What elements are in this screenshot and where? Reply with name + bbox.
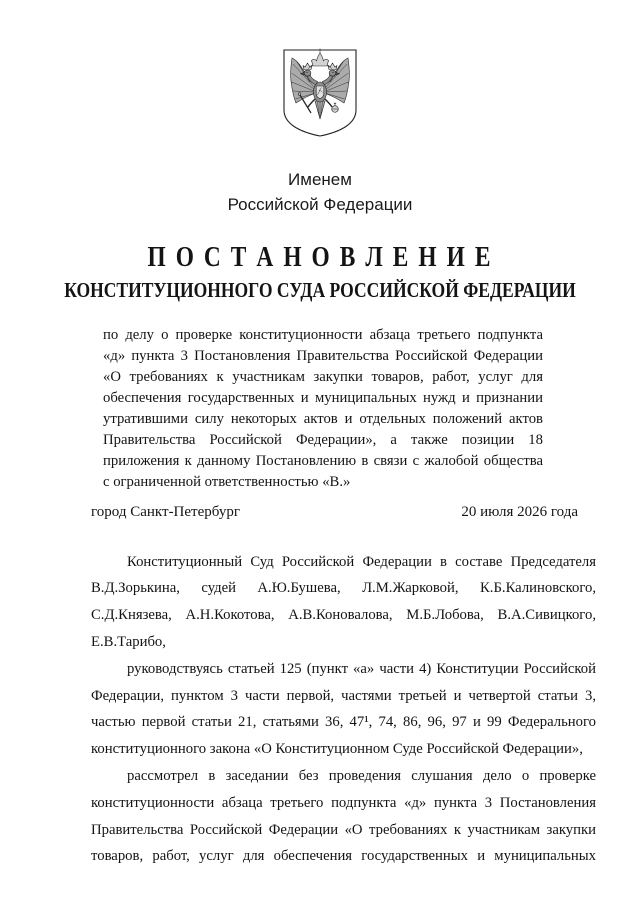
chest-shield [316,86,324,99]
eagle-tail [315,101,325,119]
text-line: С.Д.Князева, А.Н.Кокотова, А.В.Коновалова, М.Б.Лобова, В.А.Сивицкого, [91,607,596,624]
eagle-leg-left [308,99,315,107]
city: город Санкт-Петербург [91,504,240,520]
text-line: по делу о проверке конституционности абзаца третьего подпункта [103,326,543,343]
eagle-leg-right [325,99,332,107]
orb [332,103,339,113]
case-description [103,325,543,494]
ruling-body [91,549,596,871]
text-line: частью первой статьи 21, статьями 36, 47¹, 74, 86, 96, 97 и 99 Федерального [91,714,596,731]
text-line: «д» пункта 3 Постановления Правительства Российской Федерации [103,347,543,364]
double-headed-eagle [291,49,350,120]
text-line: Конституционный Суд Российской Федерации в составе Председателя [127,553,596,570]
text-line: утратившими силу некоторых актов и отдельных положений актов [103,410,543,427]
text-line: Федерации, пунктом 3 части первой, частями третьей и четвертой статьи 3, [91,687,596,704]
coat-of-arms-icon [280,46,360,140]
text-line: рассмотрел в заседании без проведения слушания дело о проверке [127,767,596,784]
document-subtitle: КОНСТИТУЦИОННОГО СУДА РОССИЙСКОЙ ФЕДЕРАЦИИ [64,278,576,302]
text-line: конституционного закона «О Конституционном Суде Российской Федерации», [91,741,583,758]
text-line: руководствуясь статьей 125 (пункт «а» части 4) Конституции Российской [127,660,596,677]
text-line: Правительства Российской Федерации «О требованиях к участникам закупки [91,821,596,838]
paragraph-court-composition [91,549,596,656]
text-line: конституционности абзаца третьего подпункта «д» пункта 3 Постановления [91,794,596,811]
text-line: Е.В.Тарибо, [91,633,166,650]
text-line: «О требованиях к участникам закупки товаров, работ, услуг для [103,368,543,385]
in-the-name-of-line: Именем [288,170,352,189]
russian-federation-line: Российской Федерации [227,195,413,214]
paragraph-considered [91,763,596,870]
text-line: обеспечения государственных и муниципальных нужд и признании [103,389,543,406]
text-line: В.Д.Зорькина, судей А.Ю.Бушева, Л.М.Жарковой, К.Б.Калиновского, [91,580,596,597]
paragraph-legal-basis [91,656,596,763]
text-line: приложения к данному Постановлению в связи с жалобой общества [103,453,543,470]
text-line: товаров, работ, услуг для обеспечения государственных и муниципальных [91,848,596,865]
document-title: П О С Т А Н О В Л Е Н И Е [147,242,493,273]
ruling-date: 20 июля 2026 года [461,504,578,520]
text-line: Правительства Российской Федерации», а также позиции 18 [103,431,543,448]
text-line: с ограниченной ответственностью «В.» [103,474,351,491]
